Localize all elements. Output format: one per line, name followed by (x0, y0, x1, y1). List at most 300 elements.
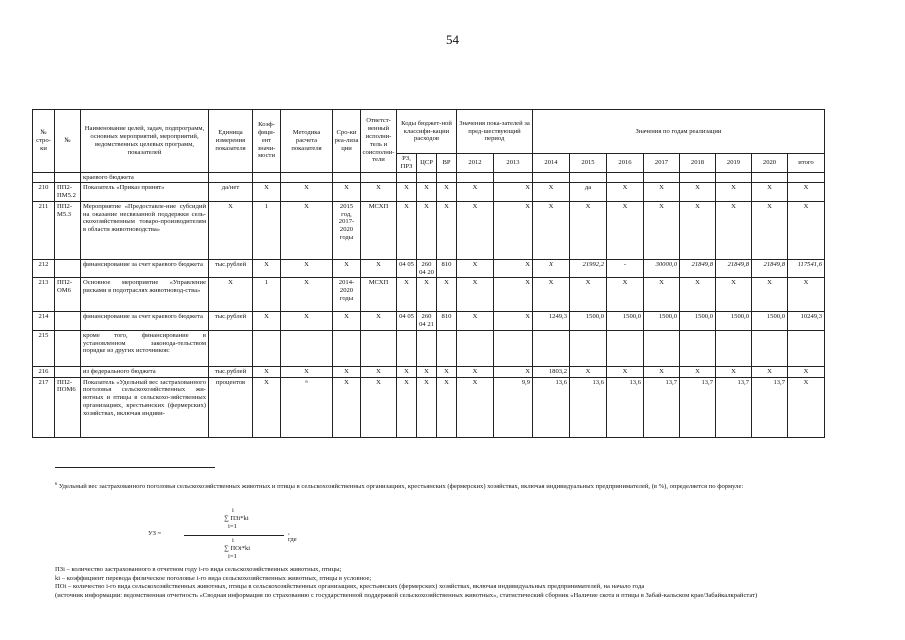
cell-code-csr (417, 278, 437, 312)
cell-code-vr (437, 201, 457, 259)
cell-coef-text: 1 (264, 279, 269, 287)
table-row (33, 259, 825, 278)
cell-2013-text: Х (525, 260, 530, 268)
cell-year-value (533, 201, 570, 259)
cell-year-value (788, 183, 825, 202)
cell-year-value-text: Х (731, 279, 736, 287)
formula (148, 507, 398, 563)
footnote (55, 481, 873, 492)
cell-row-number (33, 312, 55, 331)
cell-year-value-text: 30000,0 (655, 260, 677, 268)
cell-2013 (494, 201, 533, 259)
header-unit: Единица измерения показателя (209, 110, 253, 173)
cell-year-value-text: 10249,3 (800, 313, 822, 321)
cell-code-rz (397, 201, 417, 259)
cell-year-value-text: 117541,6 (797, 260, 822, 268)
cell-year-value (533, 172, 570, 183)
cell-year-value (644, 201, 680, 259)
header-coef: Коэф-фици-ент значи-мости (253, 110, 281, 173)
cell-code (55, 312, 81, 331)
cell-year-value-text: Х (548, 202, 554, 210)
cell-responsible-text: МСХП (368, 202, 389, 210)
cell-responsible-text: МСХП (368, 279, 389, 287)
cell-unit (209, 312, 253, 331)
cell-code-vr (437, 377, 457, 437)
cell-unit-text: тыс.рублей (214, 260, 247, 268)
cell-row-number-text: 216 (38, 367, 49, 375)
cell-code-csr-text: Х (424, 184, 429, 192)
cell-coef (253, 172, 281, 183)
table-row (33, 201, 825, 259)
cell-method (281, 172, 333, 183)
cell-responsible (361, 172, 397, 183)
cell-code-csr (417, 366, 437, 377)
cell-year-value (752, 377, 788, 437)
cell-year-value (533, 259, 570, 278)
cell-code-csr (417, 183, 437, 202)
cell-code-vr-text: Х (444, 378, 449, 386)
cell-year-value-text: Х (767, 367, 772, 375)
header-year-2014: 2014 (533, 154, 570, 173)
cell-2012-text: Х (472, 202, 478, 210)
formula-num-bottom: i=1 (228, 523, 237, 530)
cell-coef (253, 201, 281, 259)
cell-method (281, 377, 333, 437)
cell-year-value-text: Х (695, 202, 700, 210)
cell-terms (333, 377, 361, 437)
header-code-csr: ЦСР (417, 154, 437, 173)
header-budget-codes: Коды бюджет-ной классифи-кации расходов (397, 110, 457, 154)
cell-year-value (607, 312, 644, 331)
cell-2012 (457, 330, 494, 366)
cell-2012-text: Х (472, 184, 478, 192)
cell-year-value (533, 278, 570, 312)
cell-code (55, 278, 81, 312)
header-year-2012: 2012 (457, 154, 494, 173)
cell-2012 (457, 377, 494, 437)
cell-year-value (607, 278, 644, 312)
cell-code-csr-text: 260 04 20 (419, 260, 434, 276)
cell-unit-text: процентов (215, 378, 246, 386)
cell-year-value-text: Х (659, 202, 664, 210)
header-year-2019: 2019 (716, 154, 752, 173)
cell-coef-text: Х (264, 184, 269, 192)
cell-code (55, 201, 81, 259)
cell-row-number (33, 377, 55, 437)
cell-year-value-text: Х (731, 184, 736, 192)
formula-suffix: , где (288, 529, 297, 543)
cell-code (55, 366, 81, 377)
cell-name-text: кроме того, финансирование в установленном законода-тельством порядке из других источников: (83, 331, 206, 355)
header-num: № (55, 110, 81, 173)
cell-year-value-text: 13,6 (555, 378, 567, 386)
cell-year-value-text: Х (659, 279, 664, 287)
cell-year-value (533, 183, 570, 202)
cell-2012-text: Х (472, 378, 478, 386)
cell-code-rz-text: Х (404, 279, 409, 287)
cell-name-text: Мероприятие «Предоставле-ние субсидий на оказание несвязанной поддержки сель-скохозяйственным товаро-производителям в области животноводства» (83, 202, 206, 234)
cell-code-csr (417, 172, 437, 183)
cell-year-value-text: Х (548, 184, 554, 192)
cell-name (81, 172, 209, 183)
cell-row-number (33, 330, 55, 366)
cell-year-value (788, 312, 825, 331)
header-year-2018: 2018 (680, 154, 716, 173)
cell-code-rz-text: Х (404, 184, 409, 192)
cell-responsible (361, 183, 397, 202)
footnote-ref: 6 (305, 378, 308, 384)
table-row (33, 183, 825, 202)
cell-year-value (570, 259, 607, 278)
cell-year-value (607, 183, 644, 202)
cell-name-text: Показатель «Приказ принят» (83, 184, 165, 192)
cell-2012-text: Х (472, 367, 478, 375)
cell-2013 (494, 366, 533, 377)
cell-year-value-text: 1500,0 (622, 313, 641, 321)
cell-year-value (716, 201, 752, 259)
footnote-separator (55, 467, 215, 468)
cell-method-text: Х (304, 279, 309, 287)
cell-year-value-text: да (584, 184, 592, 192)
cell-code-rz (397, 183, 417, 202)
cell-coef-text: Х (264, 313, 269, 321)
cell-code-vr-text: 810 (441, 260, 452, 268)
header-year-2020: 2020 (752, 154, 788, 173)
cell-terms-text: Х (344, 260, 349, 268)
cell-year-value-text: Х (695, 279, 700, 287)
cell-year-value (716, 330, 752, 366)
cell-year-value-text: Х (622, 279, 628, 287)
cell-terms-text: 2015 год, 2017-2020 годы (338, 202, 355, 241)
cell-code-vr-text: 810 (441, 313, 452, 321)
header-method: Методика расчета показателя (281, 110, 333, 173)
cell-2012 (457, 259, 494, 278)
cell-year-value (607, 377, 644, 437)
cell-year-value-text: Х (622, 184, 628, 192)
cell-code-vr (437, 259, 457, 278)
cell-2012 (457, 201, 494, 259)
header-code-rz: РЗ, ПРЗ (397, 154, 417, 173)
cell-year-value-text: 13,7 (737, 378, 749, 386)
cell-year-value (752, 183, 788, 202)
formula-numerator: ∑ ПЗi*ki (224, 515, 249, 522)
cell-terms (333, 366, 361, 377)
cell-code (55, 172, 81, 183)
cell-year-value-text: Х (585, 367, 591, 375)
cell-responsible (361, 259, 397, 278)
header-year-2017: 2017 (644, 154, 680, 173)
cell-row-number (33, 366, 55, 377)
cell-year-value-text: 1500,0 (585, 313, 604, 321)
cell-name-text: финансирование за счет краевого бюджета (83, 313, 203, 321)
cell-2012 (457, 312, 494, 331)
cell-year-value-text: 13,6 (629, 378, 641, 386)
cell-responsible-text: Х (376, 184, 381, 192)
cell-method-text: Х (304, 313, 309, 321)
cell-code-vr (437, 278, 457, 312)
cell-year-value (680, 366, 716, 377)
cell-method-text: Х (304, 184, 309, 192)
cell-unit (209, 366, 253, 377)
cell-year-value-text: Х (767, 184, 772, 192)
cell-code-vr-text: Х (444, 184, 449, 192)
cell-2012-text: Х (472, 260, 478, 268)
cell-terms (333, 330, 361, 366)
cell-coef (253, 259, 281, 278)
cell-year-value (570, 183, 607, 202)
cell-year-value-text: Х (695, 367, 700, 375)
cell-terms-text: 2014-2020 годы (338, 279, 355, 302)
cell-2012 (457, 172, 494, 183)
cell-year-value-text: Х (548, 279, 554, 287)
cell-year-value (570, 366, 607, 377)
cell-2013-text: Х (525, 279, 530, 287)
cell-year-value (570, 172, 607, 183)
cell-responsible (361, 366, 397, 377)
cell-name (81, 312, 209, 331)
cell-year-value-text: 1500,0 (694, 313, 713, 321)
cell-year-value-text: Х (803, 378, 809, 386)
cell-code-rz (397, 278, 417, 312)
cell-code-text: ПП2-ПМ5.2 (57, 184, 76, 200)
cell-unit-text: тыс.рублей (214, 313, 247, 321)
cell-row-number-text: 210 (38, 184, 49, 192)
cell-year-value-text: Х (659, 184, 664, 192)
cell-unit (209, 330, 253, 366)
cell-code-csr-text: Х (424, 202, 429, 210)
cell-year-value (644, 278, 680, 312)
cell-code-vr-text: Х (444, 367, 449, 375)
cell-year-value (533, 330, 570, 366)
table-row (33, 172, 825, 183)
cell-year-value-text: Х (767, 202, 772, 210)
cell-year-value-text: Х (695, 184, 700, 192)
cell-year-value (570, 201, 607, 259)
cell-name-text: из федерального бюджета (83, 367, 156, 375)
header-name: Наименование целей, задач, подпрограмм, основных мероприятий, мероприятий, ведомственных целевых программ, показателей (81, 110, 209, 173)
cell-year-value-text: 21849,8 (691, 260, 713, 268)
cell-unit-text: да/нет (221, 184, 240, 192)
cell-unit (209, 172, 253, 183)
cell-code-vr-text: Х (444, 279, 449, 287)
cell-method (281, 201, 333, 259)
cell-terms (333, 312, 361, 331)
cell-year-value-text: 1500,0 (730, 313, 749, 321)
table-row (33, 278, 825, 312)
cell-year-value (716, 172, 752, 183)
cell-year-value-text: 1249,3 (548, 313, 567, 321)
formula-denominator: ∑ ПОi*ki (224, 545, 251, 552)
cell-code-csr (417, 312, 437, 331)
cell-year-value (680, 330, 716, 366)
cell-name (81, 377, 209, 437)
cell-code (55, 377, 81, 437)
cell-2013 (494, 312, 533, 331)
cell-year-value (752, 312, 788, 331)
cell-code-rz (397, 259, 417, 278)
cell-code-csr-text: Х (424, 279, 429, 287)
cell-year-value-text: Х (622, 202, 628, 210)
cell-code-vr (437, 312, 457, 331)
cell-year-value (644, 377, 680, 437)
cell-year-value (570, 377, 607, 437)
cell-row-number (33, 259, 55, 278)
cell-year-value (752, 259, 788, 278)
cell-year-value (607, 259, 644, 278)
cell-year-value (680, 259, 716, 278)
cell-2013-text: 9,9 (521, 378, 530, 386)
cell-2013-text: Х (525, 313, 530, 321)
cell-name-text: краевого бюджета (83, 173, 134, 181)
cell-year-value-text: Х (622, 367, 628, 375)
header-row-num: № стро-ки (33, 110, 55, 173)
cell-coef (253, 330, 281, 366)
header-total: итого (788, 154, 825, 173)
cell-code-csr (417, 330, 437, 366)
cell-year-value (716, 183, 752, 202)
cell-year-value (752, 172, 788, 183)
cell-year-value-text: 13,7 (773, 378, 785, 386)
cell-2013 (494, 330, 533, 366)
cell-year-value (644, 366, 680, 377)
cell-responsible-text: Х (376, 378, 381, 386)
cell-year-value (533, 366, 570, 377)
cell-year-value (644, 172, 680, 183)
cell-code-rz (397, 377, 417, 437)
cell-row-number (33, 201, 55, 259)
cell-code-csr-text: Х (424, 367, 429, 375)
cell-2012 (457, 183, 494, 202)
cell-name (81, 183, 209, 202)
cell-method-text: Х (304, 367, 309, 375)
cell-name (81, 259, 209, 278)
cell-code-rz-text: 04 05 (399, 313, 414, 321)
cell-year-value (752, 201, 788, 259)
cell-terms-text: Х (344, 184, 349, 192)
cell-unit-text: тыс.рублей (214, 367, 247, 375)
cell-year-value (788, 201, 825, 259)
header-years-title: Значения по годам реализации (533, 110, 825, 154)
cell-method (281, 183, 333, 202)
cell-code-rz (397, 312, 417, 331)
cell-year-value (680, 183, 716, 202)
cell-unit-text: Х (228, 279, 233, 287)
cell-2013 (494, 172, 533, 183)
cell-code-text: ПП2-ОМ6 (57, 279, 73, 295)
cell-coef-text: Х (264, 260, 269, 268)
cell-code-csr-text: 260 04 21 (419, 313, 434, 329)
formula-den-top: i (232, 537, 234, 544)
cell-name (81, 366, 209, 377)
cell-code-vr-text: Х (444, 202, 449, 210)
cell-responsible (361, 312, 397, 331)
cell-method (281, 330, 333, 366)
cell-row-number-text: 211 (38, 202, 49, 210)
cell-name (81, 201, 209, 259)
header-year-2016: 2016 (607, 154, 644, 173)
cell-responsible (361, 377, 397, 437)
cell-2013-text: Х (525, 202, 530, 210)
legend-line: (источник информации: ведомственная отчетность «Сводная информация по страхованию с государственной поддержкой сельскохозяйственных животных», статистический сборник «Наличие скота и птицы в Забай-кальском крае/Забайкалкрайстат) (55, 591, 758, 599)
cell-method (281, 259, 333, 278)
cell-unit-text: Х (228, 202, 233, 210)
footnote-text: Удельный вес застрахованного поголовья сельскохозяйственных животных и птицы в сельскохозяйственных организациях, крестьянских (фермерских) хозяйствах, включая индивидуальных предпринимателей, (в %), определяется по формуле: (58, 483, 744, 491)
cell-name (81, 278, 209, 312)
cell-year-value-text: 21992,2 (582, 260, 604, 268)
cell-year-value-text: 21849,8 (727, 260, 749, 268)
table-body (33, 172, 825, 437)
cell-year-value (788, 330, 825, 366)
cell-year-value (680, 172, 716, 183)
cell-year-value (607, 366, 644, 377)
cell-2013-text: Х (525, 184, 530, 192)
cell-year-value (607, 330, 644, 366)
cell-year-value-text: 13,6 (592, 378, 604, 386)
formula-den-bottom: i=1 (228, 553, 237, 560)
cell-code-vr (437, 330, 457, 366)
cell-row-number-text: 212 (38, 260, 49, 268)
cell-year-value-text: 1803,2 (548, 367, 567, 375)
cell-year-value-text: Х (585, 202, 591, 210)
cell-2013 (494, 259, 533, 278)
cell-coef (253, 278, 281, 312)
cell-year-value-text: Х (803, 184, 809, 192)
cell-code-rz-text: Х (404, 202, 409, 210)
cell-year-value (788, 366, 825, 377)
cell-terms (333, 278, 361, 312)
cell-year-value (533, 312, 570, 331)
cell-name-text: Показатель «Удельный вес застрахованного поголовья сельскохозяйственных жи-вотных и птицы в сельскохо-зяйственных организациях, крестьянских (фермерских) хозяйствах, включая индиви- (83, 378, 206, 417)
cell-code (55, 183, 81, 202)
cell-year-value (716, 259, 752, 278)
cell-code-csr (417, 201, 437, 259)
cell-responsible (361, 278, 397, 312)
cell-year-value (570, 330, 607, 366)
cell-year-value-text: 13,7 (701, 378, 713, 386)
cell-code-rz-text: 04 05 (399, 260, 414, 268)
cell-code-csr-text: Х (424, 378, 429, 386)
cell-year-value-text: Х (731, 367, 736, 375)
table-row (33, 330, 825, 366)
cell-year-value-text: Х (803, 279, 809, 287)
cell-year-value-text: Х (803, 367, 809, 375)
cell-year-value (788, 259, 825, 278)
cell-year-value (644, 330, 680, 366)
cell-year-value (680, 312, 716, 331)
cell-year-value-text: Х (548, 260, 554, 268)
cell-unit (209, 377, 253, 437)
cell-row-number-text: 215 (38, 331, 49, 339)
header-code-vr: ВР (437, 154, 457, 173)
cell-year-value-text: 21849,8 (763, 260, 785, 268)
cell-year-value (680, 278, 716, 312)
footnote-mark: 6 (55, 481, 58, 486)
cell-responsible-text: Х (376, 313, 381, 321)
table-row (33, 377, 825, 437)
header-prev-period: Значения пока-зателей за пред-шествующий период (457, 110, 533, 154)
cell-coef (253, 377, 281, 437)
cell-year-value (752, 278, 788, 312)
legend-line: ПОi – количество i-го вида сельскохозяйственных животных, птицы в сельскохозяйственных организациях, крестьянских (фермерских) хозяйствах, включая индивидуальных предпринимателей, на начало года (55, 583, 645, 591)
cell-responsible-text: Х (376, 260, 381, 268)
cell-method-text: Х (304, 260, 309, 268)
formula-num-top: i (232, 507, 234, 514)
cell-year-value (716, 377, 752, 437)
cell-name-text: Основное мероприятие «Управление рисками в подотраслях животновод-ства» (83, 279, 206, 295)
header-responsible: Ответст-венный исполни-тель и соисполни-тели (361, 110, 397, 173)
cell-code-vr (437, 366, 457, 377)
cell-year-value-text: 1500,0 (658, 313, 677, 321)
